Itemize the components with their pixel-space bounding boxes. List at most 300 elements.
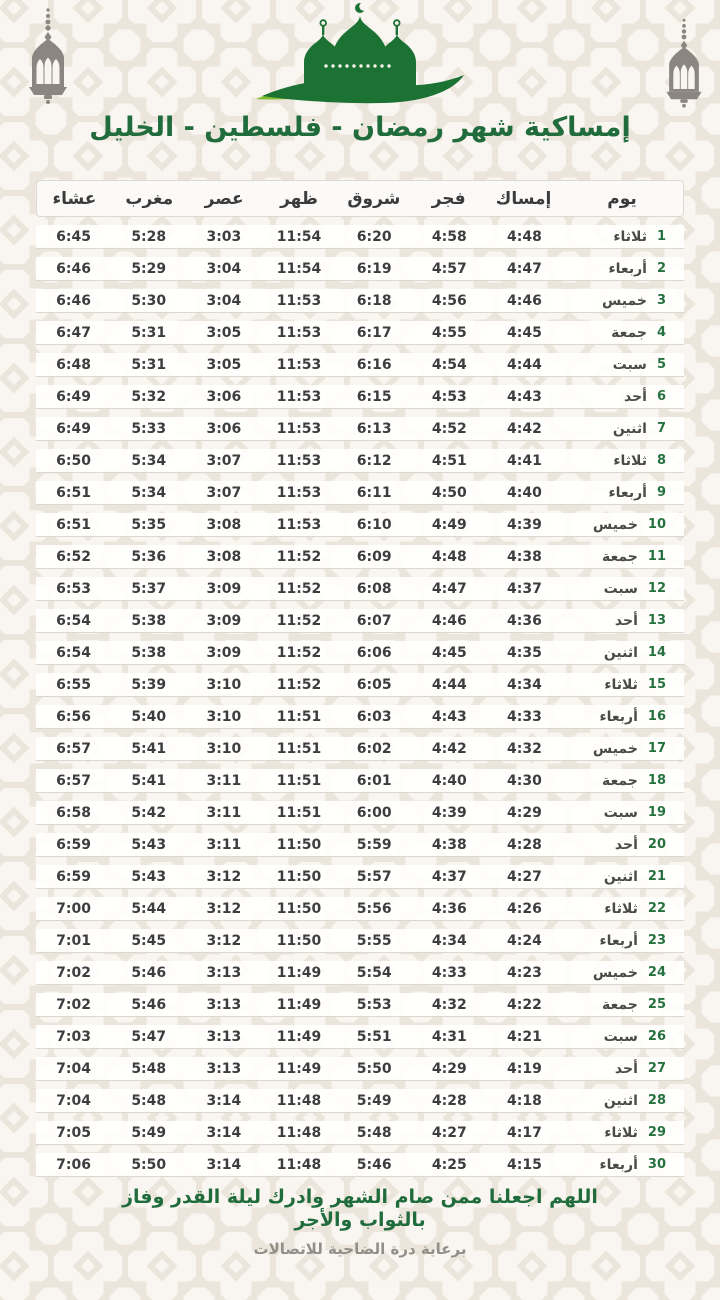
- prayer-time-cell: 5:31: [131, 356, 167, 373]
- prayer-time-cell: 5:53: [356, 996, 392, 1013]
- table-row: [36, 385, 684, 409]
- mosque-icon: [248, 0, 472, 118]
- day-name: ثلاثاء: [604, 1124, 638, 1141]
- prayer-time-cell: 4:27: [507, 868, 542, 885]
- prayer-time-cell: 11:48: [276, 1124, 322, 1141]
- day-name: خميس: [601, 292, 647, 309]
- table-row: [36, 577, 684, 601]
- column-header: إمساك: [495, 188, 552, 209]
- day-cell: [562, 581, 684, 597]
- prayer-time-cell: 5:56: [356, 900, 392, 917]
- prayer-time-cell: 6:06: [356, 644, 392, 661]
- prayer-time-cell: 6:46: [56, 260, 91, 277]
- prayer-time-cell: 5:41: [131, 740, 167, 757]
- prayer-time-cell: 11:52: [276, 548, 322, 565]
- prayer-time-cell: 5:28: [131, 228, 167, 245]
- prayer-time-cell: 5:43: [131, 836, 167, 853]
- day-number: 26: [647, 1029, 666, 1044]
- prayer-time-cell: 4:39: [507, 516, 542, 533]
- day-cell: [562, 389, 684, 405]
- table-row: [36, 1121, 684, 1145]
- table-row: [36, 897, 684, 921]
- prayer-time-cell: 5:34: [131, 484, 167, 501]
- prayer-time-cell: 5:32: [131, 388, 167, 405]
- day-cell: [562, 741, 684, 757]
- day-number: 25: [647, 997, 666, 1012]
- prayer-time-cell: 6:17: [356, 324, 392, 341]
- day-number: 17: [647, 741, 666, 756]
- prayer-time-cell: 7:00: [56, 900, 91, 917]
- prayer-time-cell: 4:43: [507, 388, 542, 405]
- prayer-time-cell: 5:37: [131, 580, 167, 597]
- prayer-time-cell: 5:54: [356, 964, 392, 981]
- prayer-time-cell: 4:34: [431, 932, 467, 949]
- prayer-time-cell: 4:33: [431, 964, 467, 981]
- prayer-time-cell: 5:46: [356, 1156, 392, 1173]
- day-name: أربعاء: [608, 260, 647, 277]
- prayer-time-cell: 5:49: [131, 1124, 167, 1141]
- day-name: جمعة: [602, 772, 638, 789]
- prayer-time-cell: 3:11: [206, 836, 242, 853]
- prayer-time-cell: 6:10: [356, 516, 392, 533]
- prayer-time-cell: 11:49: [276, 996, 322, 1013]
- prayer-time-cell: 6:51: [56, 484, 91, 501]
- prayer-time-cell: 3:10: [206, 708, 242, 725]
- prayer-time-cell: 3:13: [206, 996, 242, 1013]
- prayer-time-cell: 5:50: [356, 1060, 392, 1077]
- prayer-time-cell: 6:49: [56, 388, 91, 405]
- prayer-time-cell: 5:55: [356, 932, 392, 949]
- prayer-time-cell: 6:50: [56, 452, 91, 469]
- prayer-time-cell: 4:41: [507, 452, 542, 469]
- prayer-time-cell: 3:06: [206, 388, 242, 405]
- prayer-time-cell: 3:12: [206, 868, 242, 885]
- day-name: أربعاء: [599, 932, 638, 949]
- day-number: 27: [647, 1061, 666, 1076]
- day-name: أحد: [614, 1060, 638, 1077]
- day-name: خميس: [592, 964, 638, 981]
- prayer-time-cell: 4:46: [507, 292, 542, 309]
- prayer-time-cell: 5:45: [131, 932, 167, 949]
- prayer-time-cell: 4:35: [507, 644, 542, 661]
- prayer-time-cell: 6:11: [356, 484, 392, 501]
- prayer-time-cell: 11:51: [276, 708, 322, 725]
- day-cell: [562, 485, 684, 501]
- day-name: جمعة: [611, 324, 647, 341]
- day-name: جمعة: [602, 996, 638, 1013]
- prayer-time-cell: 6:00: [356, 804, 392, 821]
- prayer-time-cell: 5:49: [356, 1092, 392, 1109]
- prayer-time-cell: 5:46: [131, 964, 167, 981]
- prayer-time-cell: 3:09: [206, 612, 242, 629]
- day-cell: [562, 837, 684, 853]
- prayer-time-cell: 5:38: [131, 644, 167, 661]
- column-header: عصر: [204, 188, 244, 209]
- prayer-time-cell: 3:06: [206, 420, 242, 437]
- day-name: أربعاء: [599, 708, 638, 725]
- day-cell: [562, 357, 684, 373]
- prayer-time-cell: 6:08: [356, 580, 392, 597]
- day-cell: [562, 325, 684, 341]
- prayer-time-cell: 11:54: [276, 260, 322, 277]
- prayer-time-cell: 4:26: [507, 900, 542, 917]
- prayer-time-cell: 5:57: [356, 868, 392, 885]
- day-number: 10: [647, 517, 666, 532]
- prayer-times-table: [36, 180, 684, 1185]
- prayer-time-cell: 4:32: [507, 740, 542, 757]
- prayer-time-cell: 3:14: [206, 1124, 242, 1141]
- day-number: 15: [647, 677, 666, 692]
- day-cell: [562, 261, 684, 277]
- prayer-time-cell: 11:50: [276, 932, 322, 949]
- prayer-time-cell: 6:52: [56, 548, 91, 565]
- page-title: إمساكية شهر رمضان - فلسطين - الخليل: [89, 112, 631, 143]
- prayer-time-cell: 4:28: [507, 836, 542, 853]
- prayer-time-cell: 5:33: [131, 420, 167, 437]
- prayer-time-cell: 6:20: [356, 228, 392, 245]
- prayer-time-cell: 5:44: [131, 900, 167, 917]
- day-number: 24: [647, 965, 666, 980]
- day-cell: [562, 613, 684, 629]
- prayer-time-cell: 4:29: [507, 804, 542, 821]
- prayer-time-cell: 3:04: [206, 292, 242, 309]
- prayer-time-cell: 3:13: [206, 1028, 242, 1045]
- table-row: [36, 1089, 684, 1113]
- prayer-time-cell: 3:09: [206, 580, 242, 597]
- prayer-time-cell: 6:47: [56, 324, 91, 341]
- table-row: [36, 225, 684, 249]
- dua-line1: اللهم اجعلنا ممن صام الشهر وادرك ليلة القدر وفاز: [122, 1186, 598, 1208]
- day-number: 21: [647, 869, 666, 884]
- table-row: [36, 545, 684, 569]
- prayer-time-cell: 3:12: [206, 900, 242, 917]
- prayer-time-cell: 5:30: [131, 292, 167, 309]
- day-cell: [562, 549, 684, 565]
- prayer-time-cell: 4:53: [431, 388, 467, 405]
- prayer-time-cell: 11:53: [276, 388, 322, 405]
- day-name: ثلاثاء: [613, 452, 647, 469]
- prayer-time-cell: 6:51: [56, 516, 91, 533]
- prayer-time-cell: 4:39: [431, 804, 467, 821]
- prayer-time-cell: 4:18: [507, 1092, 542, 1109]
- prayer-time-cell: 6:57: [56, 772, 91, 789]
- prayer-time-cell: 11:49: [276, 1028, 322, 1045]
- prayer-time-cell: 6:15: [356, 388, 392, 405]
- prayer-time-cell: 3:14: [206, 1156, 242, 1173]
- prayer-time-cell: 7:02: [56, 964, 91, 981]
- lantern-icon: [20, 6, 76, 106]
- dua-text: [80, 1186, 640, 1232]
- prayer-time-cell: 5:43: [131, 868, 167, 885]
- day-name: أحد: [614, 612, 638, 629]
- prayer-time-cell: 5:51: [356, 1028, 392, 1045]
- prayer-time-cell: 7:06: [56, 1156, 91, 1173]
- day-name: ثلاثاء: [604, 900, 638, 917]
- table-row: [36, 769, 684, 793]
- prayer-time-cell: 11:53: [276, 516, 322, 533]
- prayer-time-cell: 6:54: [56, 644, 91, 661]
- prayer-time-cell: 4:58: [431, 228, 467, 245]
- prayer-time-cell: 4:42: [431, 740, 467, 757]
- table-row: [36, 513, 684, 537]
- prayer-time-cell: 11:52: [276, 612, 322, 629]
- prayer-time-cell: 4:42: [507, 420, 542, 437]
- prayer-time-cell: 11:48: [276, 1092, 322, 1109]
- prayer-time-cell: 6:45: [56, 228, 91, 245]
- sponsor-text: برعاية درة الضاحية للاتصالات: [253, 1240, 467, 1258]
- prayer-time-cell: 3:05: [206, 356, 242, 373]
- prayer-time-cell: 3:08: [206, 516, 242, 533]
- prayer-time-cell: 6:05: [356, 676, 392, 693]
- prayer-time-cell: 11:51: [276, 804, 322, 821]
- day-name: أحد: [614, 836, 638, 853]
- prayer-time-cell: 6:46: [56, 292, 91, 309]
- table-row: [36, 609, 684, 633]
- prayer-time-cell: 6:19: [356, 260, 392, 277]
- day-number: 14: [647, 645, 666, 660]
- prayer-time-cell: 4:40: [507, 484, 542, 501]
- prayer-time-cell: 4:56: [431, 292, 467, 309]
- table-row: [36, 961, 684, 985]
- prayer-time-cell: 6:07: [356, 612, 392, 629]
- prayer-time-cell: 4:47: [507, 260, 542, 277]
- table-row: [36, 1025, 684, 1049]
- prayer-time-cell: 5:47: [131, 1028, 167, 1045]
- prayer-time-cell: 4:36: [431, 900, 467, 917]
- table-row: [36, 449, 684, 473]
- prayer-time-cell: 4:50: [431, 484, 467, 501]
- day-cell: [562, 453, 684, 469]
- prayer-time-cell: 4:40: [431, 772, 467, 789]
- day-cell: [562, 517, 684, 533]
- prayer-time-cell: 4:48: [431, 548, 467, 565]
- prayer-time-cell: 4:19: [507, 1060, 542, 1077]
- prayer-time-cell: 11:50: [276, 836, 322, 853]
- prayer-time-cell: 5:48: [131, 1092, 167, 1109]
- prayer-time-cell: 4:55: [431, 324, 467, 341]
- day-number: 19: [647, 805, 666, 820]
- day-number: 18: [647, 773, 666, 788]
- prayer-time-cell: 4:25: [431, 1156, 467, 1173]
- day-number: 12: [647, 581, 666, 596]
- table-row: [36, 1153, 684, 1177]
- table-row: [36, 737, 684, 761]
- day-name: ثلاثاء: [604, 676, 638, 693]
- column-header: يوم: [607, 188, 637, 209]
- prayer-time-cell: 4:51: [431, 452, 467, 469]
- prayer-time-cell: 4:54: [431, 356, 467, 373]
- day-cell: [562, 869, 684, 885]
- prayer-time-cell: 5:46: [131, 996, 167, 1013]
- prayer-time-cell: 6:03: [356, 708, 392, 725]
- prayer-time-cell: 11:50: [276, 868, 322, 885]
- prayer-time-cell: 6:01: [356, 772, 392, 789]
- prayer-time-cell: 6:13: [356, 420, 392, 437]
- prayer-time-cell: 4:44: [507, 356, 542, 373]
- day-name: سبت: [612, 356, 647, 373]
- prayer-time-cell: 6:55: [56, 676, 91, 693]
- day-name: أربعاء: [608, 484, 647, 501]
- prayer-time-cell: 6:12: [356, 452, 392, 469]
- day-number: 13: [647, 613, 666, 628]
- prayer-time-cell: 6:48: [56, 356, 91, 373]
- prayer-time-cell: 11:51: [276, 740, 322, 757]
- prayer-time-cell: 4:37: [431, 868, 467, 885]
- prayer-time-cell: 5:36: [131, 548, 167, 565]
- prayer-time-cell: 4:48: [507, 228, 542, 245]
- prayer-time-cell: 11:49: [276, 964, 322, 981]
- day-number: 8: [656, 453, 666, 468]
- prayer-time-cell: 3:13: [206, 964, 242, 981]
- column-header: شروق: [347, 188, 401, 209]
- day-name: اثنين: [603, 868, 638, 885]
- timetable-body: [36, 225, 684, 1177]
- prayer-time-cell: 4:21: [507, 1028, 542, 1045]
- day-cell: [562, 677, 684, 693]
- day-number: 23: [647, 933, 666, 948]
- column-header: فجر: [431, 188, 466, 209]
- prayer-time-cell: 4:22: [507, 996, 542, 1013]
- prayer-time-cell: 4:45: [507, 324, 542, 341]
- column-header: ظهر: [280, 188, 318, 209]
- day-number: 4: [656, 325, 666, 340]
- prayer-time-cell: 5:38: [131, 612, 167, 629]
- table-row: [36, 481, 684, 505]
- day-number: 11: [647, 549, 666, 564]
- prayer-time-cell: 5:50: [131, 1156, 167, 1173]
- prayer-time-cell: 6:57: [56, 740, 91, 757]
- prayer-time-cell: 7:03: [56, 1028, 91, 1045]
- prayer-time-cell: 4:29: [431, 1060, 467, 1077]
- table-row: [36, 1057, 684, 1081]
- prayer-time-cell: 7:05: [56, 1124, 91, 1141]
- prayer-time-cell: 7:04: [56, 1060, 91, 1077]
- prayer-time-cell: 11:49: [276, 1060, 322, 1077]
- table-row: [36, 833, 684, 857]
- prayer-time-cell: 6:58: [56, 804, 91, 821]
- day-number: 29: [647, 1125, 666, 1140]
- prayer-time-cell: 6:18: [356, 292, 392, 309]
- prayer-time-cell: 3:07: [206, 452, 242, 469]
- day-cell: [562, 1125, 684, 1141]
- day-number: 30: [647, 1157, 666, 1172]
- prayer-time-cell: 5:42: [131, 804, 167, 821]
- prayer-time-cell: 3:10: [206, 740, 242, 757]
- day-cell: [562, 997, 684, 1013]
- day-cell: [562, 1157, 684, 1173]
- prayer-time-cell: 11:52: [276, 644, 322, 661]
- prayer-time-cell: 6:59: [56, 836, 91, 853]
- prayer-time-cell: 6:16: [356, 356, 392, 373]
- day-cell: [562, 773, 684, 789]
- prayer-time-cell: 11:51: [276, 772, 322, 789]
- prayer-time-cell: 4:23: [507, 964, 542, 981]
- prayer-time-cell: 3:11: [206, 804, 242, 821]
- prayer-time-cell: 3:03: [206, 228, 242, 245]
- prayer-time-cell: 4:38: [507, 548, 542, 565]
- day-cell: [562, 933, 684, 949]
- prayer-time-cell: 4:47: [431, 580, 467, 597]
- prayer-time-cell: 11:50: [276, 900, 322, 917]
- prayer-time-cell: 7:02: [56, 996, 91, 1013]
- prayer-time-cell: 11:54: [276, 228, 322, 245]
- prayer-time-cell: 5:59: [356, 836, 392, 853]
- prayer-time-cell: 4:38: [431, 836, 467, 853]
- table-row: [36, 993, 684, 1017]
- prayer-time-cell: 5:48: [356, 1124, 392, 1141]
- prayer-time-cell: 4:24: [507, 932, 542, 949]
- table-row: [36, 801, 684, 825]
- prayer-time-cell: 4:43: [431, 708, 467, 725]
- day-number: 6: [656, 389, 666, 404]
- prayer-time-cell: 5:31: [131, 324, 167, 341]
- prayer-time-cell: 4:36: [507, 612, 542, 629]
- day-name: سبت: [603, 804, 638, 821]
- prayer-time-cell: 4:30: [507, 772, 542, 789]
- day-cell: [562, 709, 684, 725]
- prayer-time-cell: 6:56: [56, 708, 91, 725]
- table-row: [36, 321, 684, 345]
- prayer-time-cell: 4:28: [431, 1092, 467, 1109]
- table-row: [36, 673, 684, 697]
- day-name: أربعاء: [599, 1156, 638, 1173]
- day-name: خميس: [592, 516, 638, 533]
- column-header: مغرب: [125, 188, 174, 209]
- day-number: 28: [647, 1093, 666, 1108]
- day-number: 20: [647, 837, 666, 852]
- prayer-time-cell: 4:17: [507, 1124, 542, 1141]
- day-cell: [562, 1093, 684, 1109]
- day-number: 2: [656, 261, 666, 276]
- prayer-time-cell: 11:53: [276, 484, 322, 501]
- prayer-time-cell: 5:41: [131, 772, 167, 789]
- prayer-time-cell: 7:01: [56, 932, 91, 949]
- day-name: اثنين: [603, 644, 638, 661]
- day-cell: [562, 421, 684, 437]
- prayer-time-cell: 3:13: [206, 1060, 242, 1077]
- day-name: اثنين: [612, 420, 647, 437]
- prayer-time-cell: 11:53: [276, 420, 322, 437]
- prayer-time-cell: 3:09: [206, 644, 242, 661]
- prayer-time-cell: 4:31: [431, 1028, 467, 1045]
- prayer-time-cell: 3:14: [206, 1092, 242, 1109]
- prayer-time-cell: 4:32: [431, 996, 467, 1013]
- day-name: ثلاثاء: [613, 228, 647, 245]
- day-name: سبت: [603, 1028, 638, 1045]
- prayer-time-cell: 6:09: [356, 548, 392, 565]
- day-number: 16: [647, 709, 666, 724]
- day-name: اثنين: [603, 1092, 638, 1109]
- day-name: خميس: [592, 740, 638, 757]
- lantern-icon: [658, 16, 710, 110]
- prayer-time-cell: 5:35: [131, 516, 167, 533]
- table-row: [36, 417, 684, 441]
- prayer-time-cell: 4:52: [431, 420, 467, 437]
- day-cell: [562, 645, 684, 661]
- prayer-time-cell: 4:45: [431, 644, 467, 661]
- prayer-time-cell: 6:49: [56, 420, 91, 437]
- day-number: 1: [656, 229, 666, 244]
- day-number: 22: [647, 901, 666, 916]
- column-header: عشاء: [52, 188, 97, 209]
- day-number: 3: [656, 293, 666, 308]
- day-cell: [562, 901, 684, 917]
- prayer-time-cell: 11:52: [276, 676, 322, 693]
- prayer-time-cell: 11:52: [276, 580, 322, 597]
- table-row: [36, 705, 684, 729]
- prayer-time-cell: 4:37: [507, 580, 542, 597]
- prayer-time-cell: 11:53: [276, 292, 322, 309]
